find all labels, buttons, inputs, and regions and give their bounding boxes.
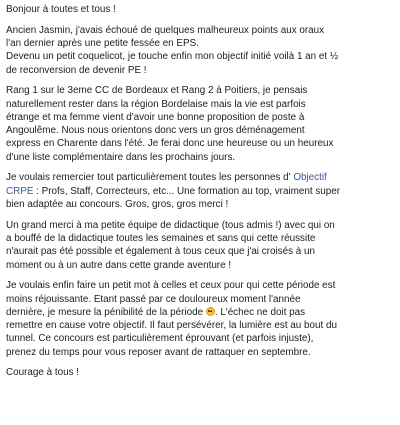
greeting-text: Bonjour à toutes et tous ! <box>6 4 116 15</box>
text-line: express en Charente dans l'été. Je ferai donc une heureuse ou un heureux <box>6 138 334 150</box>
text-line: Devenu un petit coquelicot, je touche enfin mon objectif initié voilà 1 an et ½ <box>6 51 339 63</box>
text-line: Un grand merci à ma petite équipe de didactique (tous admis !) avec qui on <box>6 219 335 231</box>
text-line: a bouffé de la didactique toutes les semaines et sans qui cette réussite <box>6 233 316 245</box>
text-line: d'une liste complémentaire dans les prochains jours. <box>6 151 236 163</box>
text-line: n'aurait pas été possible et également à tous ceux que j'ai croisés à un <box>6 246 315 258</box>
text-line: l'an dernier après une petite fessée en EPS. <box>6 37 199 49</box>
text-line: : Profs, Staff, Correcteurs, etc... Une formation au top, vraiment super <box>33 185 341 197</box>
text-line: moins réjouissante. Etant passé par ce douloureux moment l'année <box>6 293 301 305</box>
paragraph-failure-story <box>6 24 394 77</box>
text-line: dernière, je mesure la pénibilité de la période <box>6 306 206 318</box>
text-line: tunnel. Ce concours est particulièrement éprouvant (et parfois injuste), <box>6 333 314 345</box>
paragraph-encouragement <box>6 279 394 359</box>
text-line: . L'échec ne doit pas <box>214 306 306 318</box>
text-line: prenez du temps pour vous reposer avant de rattaquer en septembre. <box>6 346 311 358</box>
text-line: Angoulême. Nous nous orientons donc vers un gros déménagement <box>6 125 305 137</box>
text-line: Ancien Jasmin, j'avais échoué de quelques malheureux points aux oraux <box>6 24 325 36</box>
paragraph-team-thanks <box>6 219 394 272</box>
text-line: Je voulais enfin faire un petit mot à celles et ceux pour qui cette période est <box>6 280 336 292</box>
text-line: Je voulais remercier tout particulièrement toutes les personnes d' <box>6 172 294 184</box>
text-line: moment ou à un autre dans cette grande aventure ! <box>6 259 232 271</box>
slightly-smiling-face-icon <box>206 307 215 316</box>
objectif-crpe-link-continued[interactable]: CRPE <box>6 185 34 197</box>
text-line: naturellement rester dans la région Bordelaise mais la vie est parfois <box>6 98 306 110</box>
closing-text: Courage à tous ! <box>6 367 80 379</box>
text-line: étrange et ma femme vient d'avoir une bonne proposition de poste à <box>6 111 305 123</box>
greeting-paragraph <box>6 3 394 16</box>
objectif-crpe-link[interactable]: Objectif <box>293 172 327 184</box>
paragraph-ranking <box>6 84 394 164</box>
text-line: remettre en cause votre objectif. Il faut persévérer, la lumière est au bout du <box>6 320 337 332</box>
text-line: Rang 1 sur le 3eme CC de Bordeaux et Rang 2 à Poitiers, je pensais <box>6 85 308 97</box>
text-line: de reconversion de devenir PE ! <box>6 64 147 76</box>
text-line: bien adaptée au concours. Gros, gros, gros merci ! <box>6 199 229 211</box>
closing-paragraph <box>6 366 394 379</box>
paragraph-thanks-objectif-crpe <box>6 171 394 211</box>
